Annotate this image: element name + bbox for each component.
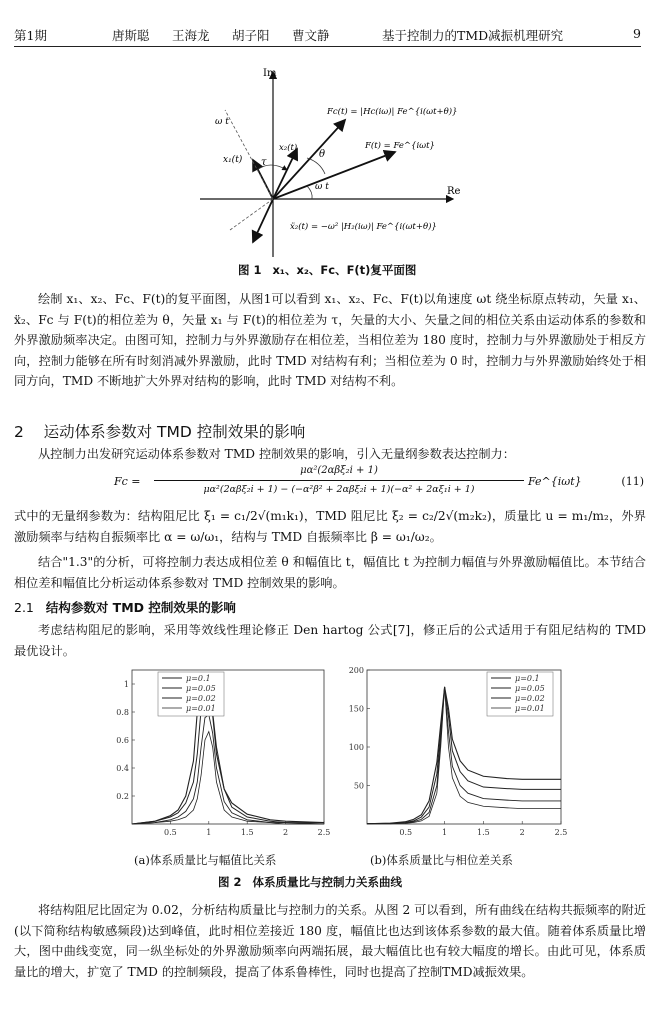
running-header — [14, 24, 641, 47]
fc-label: Fc(t) = |Hc(iω)| Fe^{i(ωt+θ)} — [327, 107, 458, 117]
series-line — [132, 704, 324, 824]
x1-label: x₁(t) — [223, 155, 243, 165]
omega-t-label: ω t — [315, 182, 329, 192]
series-line — [132, 732, 324, 824]
theta-arc — [307, 158, 325, 174]
x-tick-label: 1.5 — [477, 828, 490, 837]
re-axis-label: Re — [447, 186, 461, 197]
legend-label: μ=0.02 — [186, 694, 216, 703]
figure-2b-caption: (b)体系质量比与相位差关系 — [370, 853, 513, 867]
section-number: 2 — [14, 423, 24, 441]
vector-fc — [273, 120, 345, 199]
author: 胡子阳 — [232, 28, 270, 43]
equation-rhs: Fe^{iωt} — [528, 475, 582, 488]
body-paragraph: 考虑结构阻尼的影响，采用等效线性理论修正 Den hartog 公式[7]，修正后的公式适用于有阻尼结构的 TMD 最优设计。 — [14, 623, 646, 658]
body-paragraph: 绘制 x₁、x₂、Fc、F(t)的复平面图，从图1可以看到 x₁、x₂、Fc、F(t)以角速度 ωt 绕坐标原点转动，矢量 x₁、ẍ₂、Fc 与 F(t)的相位差为 θ，矢量 x₁ 与 F(t)的相位差为 τ，矢量的大小、矢量之间的相位关系由运动体系的参数和外界激励频率决定。由图可知，控制力与外界激励存在相位差，当相位差为 180 度时，控制力与外界激励处于相反方向，控制力能够在所有时刻消减外界激励，此时 TMD 对结构有利；当相位差为 0 时，控制力与外界激励始终处于相同方向，TMD 不断地扩大外界对结构的影响，此时 TMD 对结构不利。 — [14, 292, 646, 388]
issue-number: 第1期 — [14, 28, 47, 43]
theta-label: θ — [319, 149, 326, 160]
x-tick-label: 2 — [519, 828, 525, 837]
figure-1-caption — [238, 262, 416, 278]
legend-label: μ=0.1 — [186, 674, 211, 683]
y-tick-label: 0.8 — [116, 708, 129, 717]
figure-2a-chart — [110, 664, 330, 842]
series-line — [132, 715, 324, 824]
equation-lhs: Fc = — [114, 475, 141, 488]
vector-x2dd — [253, 199, 273, 242]
y-tick-label: 200 — [348, 666, 364, 675]
x-tick-label: 0.5 — [164, 828, 177, 837]
x-tick-label: 1 — [206, 828, 212, 837]
figure-2-caption-text: 体系质量比与控制力关系曲线 — [252, 875, 402, 889]
body-paragraph: 式中的无量纲参数为：结构阻尼比 ξ₁ = c₁/2√(m₁k₁)，TMD 阻尼比 ξ₂ = c₂/2√(m₂k₂)，质量比 u = m₁/m₂，外界激励频率与结构自振频率比 α = ω/ω₁，结构与 TMD 自振频率比 β = ω₁/ω₂。 — [14, 509, 646, 544]
y-tick-label: 0.4 — [116, 764, 129, 773]
figure-2a-caption: (a)体系质量比与幅值比关系 — [134, 853, 277, 867]
legend-label: μ=0.02 — [515, 694, 545, 703]
y-tick-label: 100 — [348, 743, 364, 752]
y-tick-label: 1 — [123, 680, 129, 689]
figure-2-caption — [218, 874, 402, 890]
subsection-number: 2.1 — [14, 600, 34, 615]
x-tick-label: 1 — [442, 828, 448, 837]
figure-1-complex-plane — [195, 62, 475, 262]
body-paragraph: 结合"1.3"的分析，可将控制力表达成相位差 θ 和幅值比 t，幅值比 t 为控制力幅值与外界激励幅值比。本节结合相位差和幅值比分析运动体系参数对 TMD 控制效果的影响。 — [14, 555, 646, 590]
legend-label: μ=0.05 — [515, 684, 545, 693]
equation-number: (11) — [621, 475, 644, 488]
x-tick-label: 2.5 — [554, 828, 567, 837]
figure-2b-chart — [345, 664, 567, 842]
x-tick-label: 2.5 — [317, 828, 330, 837]
y-tick-label: 150 — [348, 704, 364, 714]
tau-label: τ — [261, 157, 267, 168]
body-paragraph: 将结构阻尼比固定为 0.02，分析结构质量比与控制力的关系。从图 2 可以看到，所有曲线在结构共振频率的附近(以下简称结构敏感频段)达到峰值，此时相位差接近 180 度，幅值比也达到该体系参数的最大值。随着体系质量比增大，图中曲线变宽，同一纵坐标处的外界激励频率向两端拓展，最大幅值比也有较大幅度的增长。由此可见，体系质量比的增大，扩宽了 TMD 的控制频段，提高了体系鲁棒性，同时也提高了控制TMD减振效果。 — [14, 903, 646, 979]
x-tick-label: 0.5 — [399, 828, 413, 837]
x2dd-label: ẍ₂(t) = −ω² |H₂(iω)| Fe^{i(ωt+θ)} — [290, 222, 437, 232]
figure-1-caption-number: 图 1 — [238, 263, 262, 277]
legend-label: μ=0.01 — [186, 704, 216, 713]
section-title: 运动体系参数对 TMD 控制效果的影响 — [43, 423, 306, 441]
omega-arc — [307, 186, 312, 199]
legend-label: μ=0.05 — [186, 684, 216, 693]
y-tick-label: 0.6 — [116, 736, 129, 745]
x-tick-label: 2 — [283, 828, 289, 837]
legend-label: μ=0.01 — [515, 704, 545, 713]
x-tick-label: 1.5 — [240, 828, 254, 837]
subsection-heading — [14, 598, 236, 616]
page-number: 9 — [633, 26, 641, 41]
figure-1-caption-text: x₁、x₂、Fc、F(t)复平面图 — [272, 263, 417, 277]
legend-label: μ=0.1 — [515, 674, 540, 683]
author: 曹文静 — [292, 28, 330, 43]
section-heading — [14, 420, 305, 442]
body-paragraph: 从控制力出发研究运动体系参数对 TMD 控制效果的影响，引入无量纲参数表达控制力： — [38, 447, 515, 461]
series-line — [132, 705, 324, 824]
f-label: F(t) = Fe^{iωt} — [365, 141, 435, 151]
author: 王海龙 — [172, 28, 210, 43]
y-tick-label: 50 — [353, 781, 364, 791]
equation-11 — [114, 463, 654, 503]
im-axis-label: Im — [263, 68, 277, 79]
author: 唐斯聪 — [112, 28, 150, 43]
equation-denominator: μα²(2αβξ₂i + 1) − (−α²β² + 2αβξ₂i + 1)(−α² + 2αξ₁i + 1) — [203, 484, 475, 495]
y-tick-label: 0.2 — [116, 792, 129, 801]
subsection-title: 结构参数对 TMD 控制效果的影响 — [45, 600, 236, 615]
running-title: 基于控制力的TMD减振机理研究 — [382, 28, 564, 43]
omega-t-left-label: ω t — [215, 117, 229, 127]
figure-2-caption-number: 图 2 — [218, 875, 242, 889]
x2-label: x₂(t) — [279, 143, 298, 153]
equation-numerator: μα²(2αβξ₂i + 1) — [300, 465, 378, 476]
